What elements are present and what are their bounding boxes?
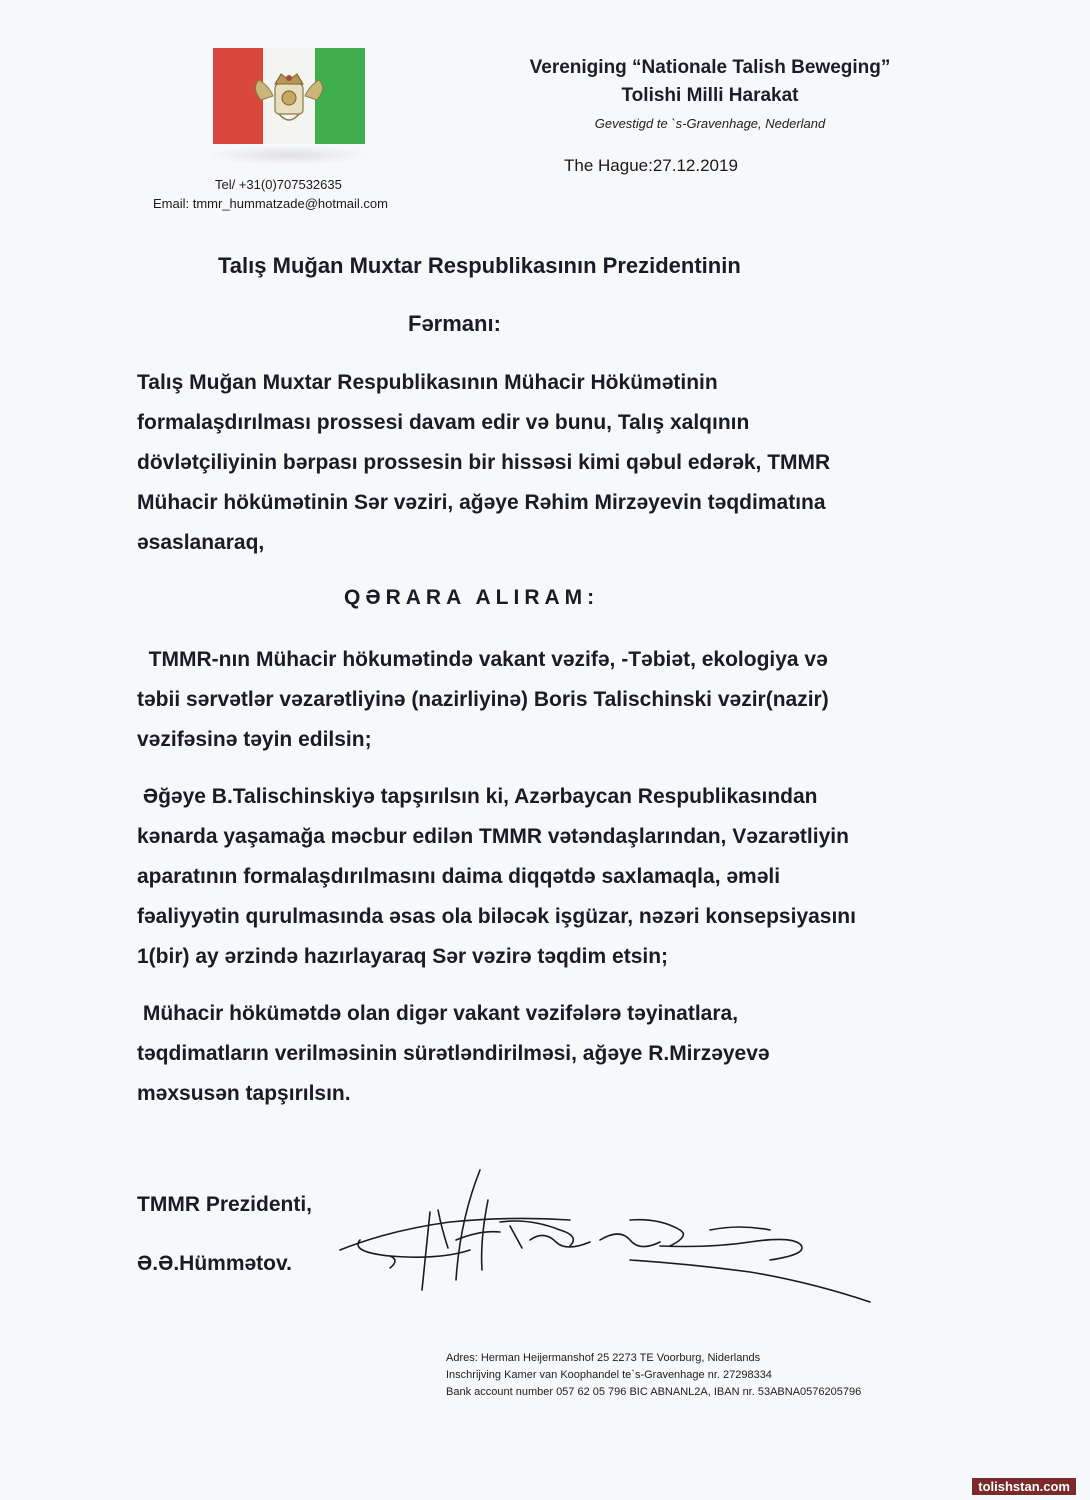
organization-name: Vereniging “Nationale Talish Beweging” [529, 57, 891, 78]
paragraph-line: 1(bir) ay ərzində hazırlayaraq Sər vəzirə təqdim etsin; [137, 945, 669, 968]
organization-location: Gevestigd te `s-Gravenhage, Nederland [594, 116, 826, 131]
document-subtitle: Fərmanı: [408, 311, 501, 336]
paragraph-line: dövlətçiliyinin bərpası prossesin bir hissəsi kimi qəbul edərək, TMMR [137, 451, 831, 474]
paragraph-line: vəzifəsinə təyin edilsin; [137, 728, 372, 751]
paragraph-line: aparatının formalaşdırılmasını daima diqqətdə saxlamaqla, əməli [137, 865, 781, 888]
flag-logo [213, 48, 365, 144]
footer-address-block [446, 1350, 861, 1401]
document-date: The Hague:27.12.2019 [564, 156, 738, 175]
paragraph-line: təqdimatların verilməsinin sürətləndirilməsi, ağəye R.Mirzəyevə [137, 1042, 770, 1065]
paragraph-line: formalaşdırılması prossesi davam edir və bunu, Talış xalqının [137, 411, 750, 434]
paragraph-line: əsaslanaraq, [137, 531, 265, 554]
footer-registration: Inschrijving Kamer van Koophandel te`s-Gravenhage nr. 27298334 [446, 1369, 772, 1381]
coat-of-arms-icon [251, 70, 327, 128]
footer-bank-account: Bank account number 057 62 05 796 BIC ABNANL2A, IBAN nr. 53ABNA0576205796 [446, 1386, 862, 1398]
decree-item-2 [137, 777, 997, 977]
decree-item-3 [137, 994, 997, 1114]
contact-email: Email: tmmr_hummatzade@hotmail.com [153, 196, 388, 211]
paragraph-line: Mühacir hökümətinin Sər vəziri, ağəye Rəhim Mirzəyevin təqdimatına [137, 491, 826, 514]
site-watermark: tolishstan.com [972, 1478, 1076, 1495]
organization-subname: Tolishi Milli Harakat [621, 85, 799, 106]
paragraph-line: Talış Muğan Muxtar Respublikasının Mühacir Hökümətinin [137, 371, 718, 394]
paragraph-line: Əğəye B.Talischinskiyə tapşırılsın ki, Azərbaycan Respublikasından [137, 785, 818, 808]
document-title: Talış Muğan Muxtar Respublikasının Prezidentinin [218, 253, 741, 278]
paragraph-line: fəaliyyətin qurulmasında əsas ola biləcək işgüzar, nəzəri konsepsiyasını [137, 905, 856, 928]
flag-shadow [206, 145, 372, 165]
paragraph-line: kənarda yaşamağa məcbur edilən TMMR vətəndaşlarından, Vəzarətliyin [137, 825, 849, 848]
organization-header [460, 54, 960, 136]
intro-paragraph [137, 363, 997, 563]
decision-heading: QƏRARA ALIRAM: [344, 586, 600, 609]
decree-item-1 [137, 640, 997, 760]
footer-address: Adres: Herman Heijermanshof 25 2273 TE Voorburg, Niderlands [446, 1352, 761, 1364]
paragraph-line: təbii sərvətlər vəzarətliyinə (nazirliyinə) Boris Talischinski vəzir(nazir) [137, 688, 829, 711]
handwritten-signature [330, 1160, 890, 1320]
paragraph-line: TMMR-nın Mühacir hökumətində vakant vəzifə, -Təbiət, ekologiya və [137, 648, 828, 671]
paragraph-line: Mühacir hökümətdə olan digər vakant vəzifələrə təyinatlara, [137, 1002, 739, 1025]
signatory-title: TMMR Prezidenti, [137, 1193, 313, 1216]
paragraph-line: məxsusən tapşırılsın. [137, 1082, 351, 1105]
signatory-name: Ə.Ə.Hümmətov. [137, 1252, 292, 1275]
contact-phone: Tel/ +31(0)707532635 [215, 177, 342, 192]
